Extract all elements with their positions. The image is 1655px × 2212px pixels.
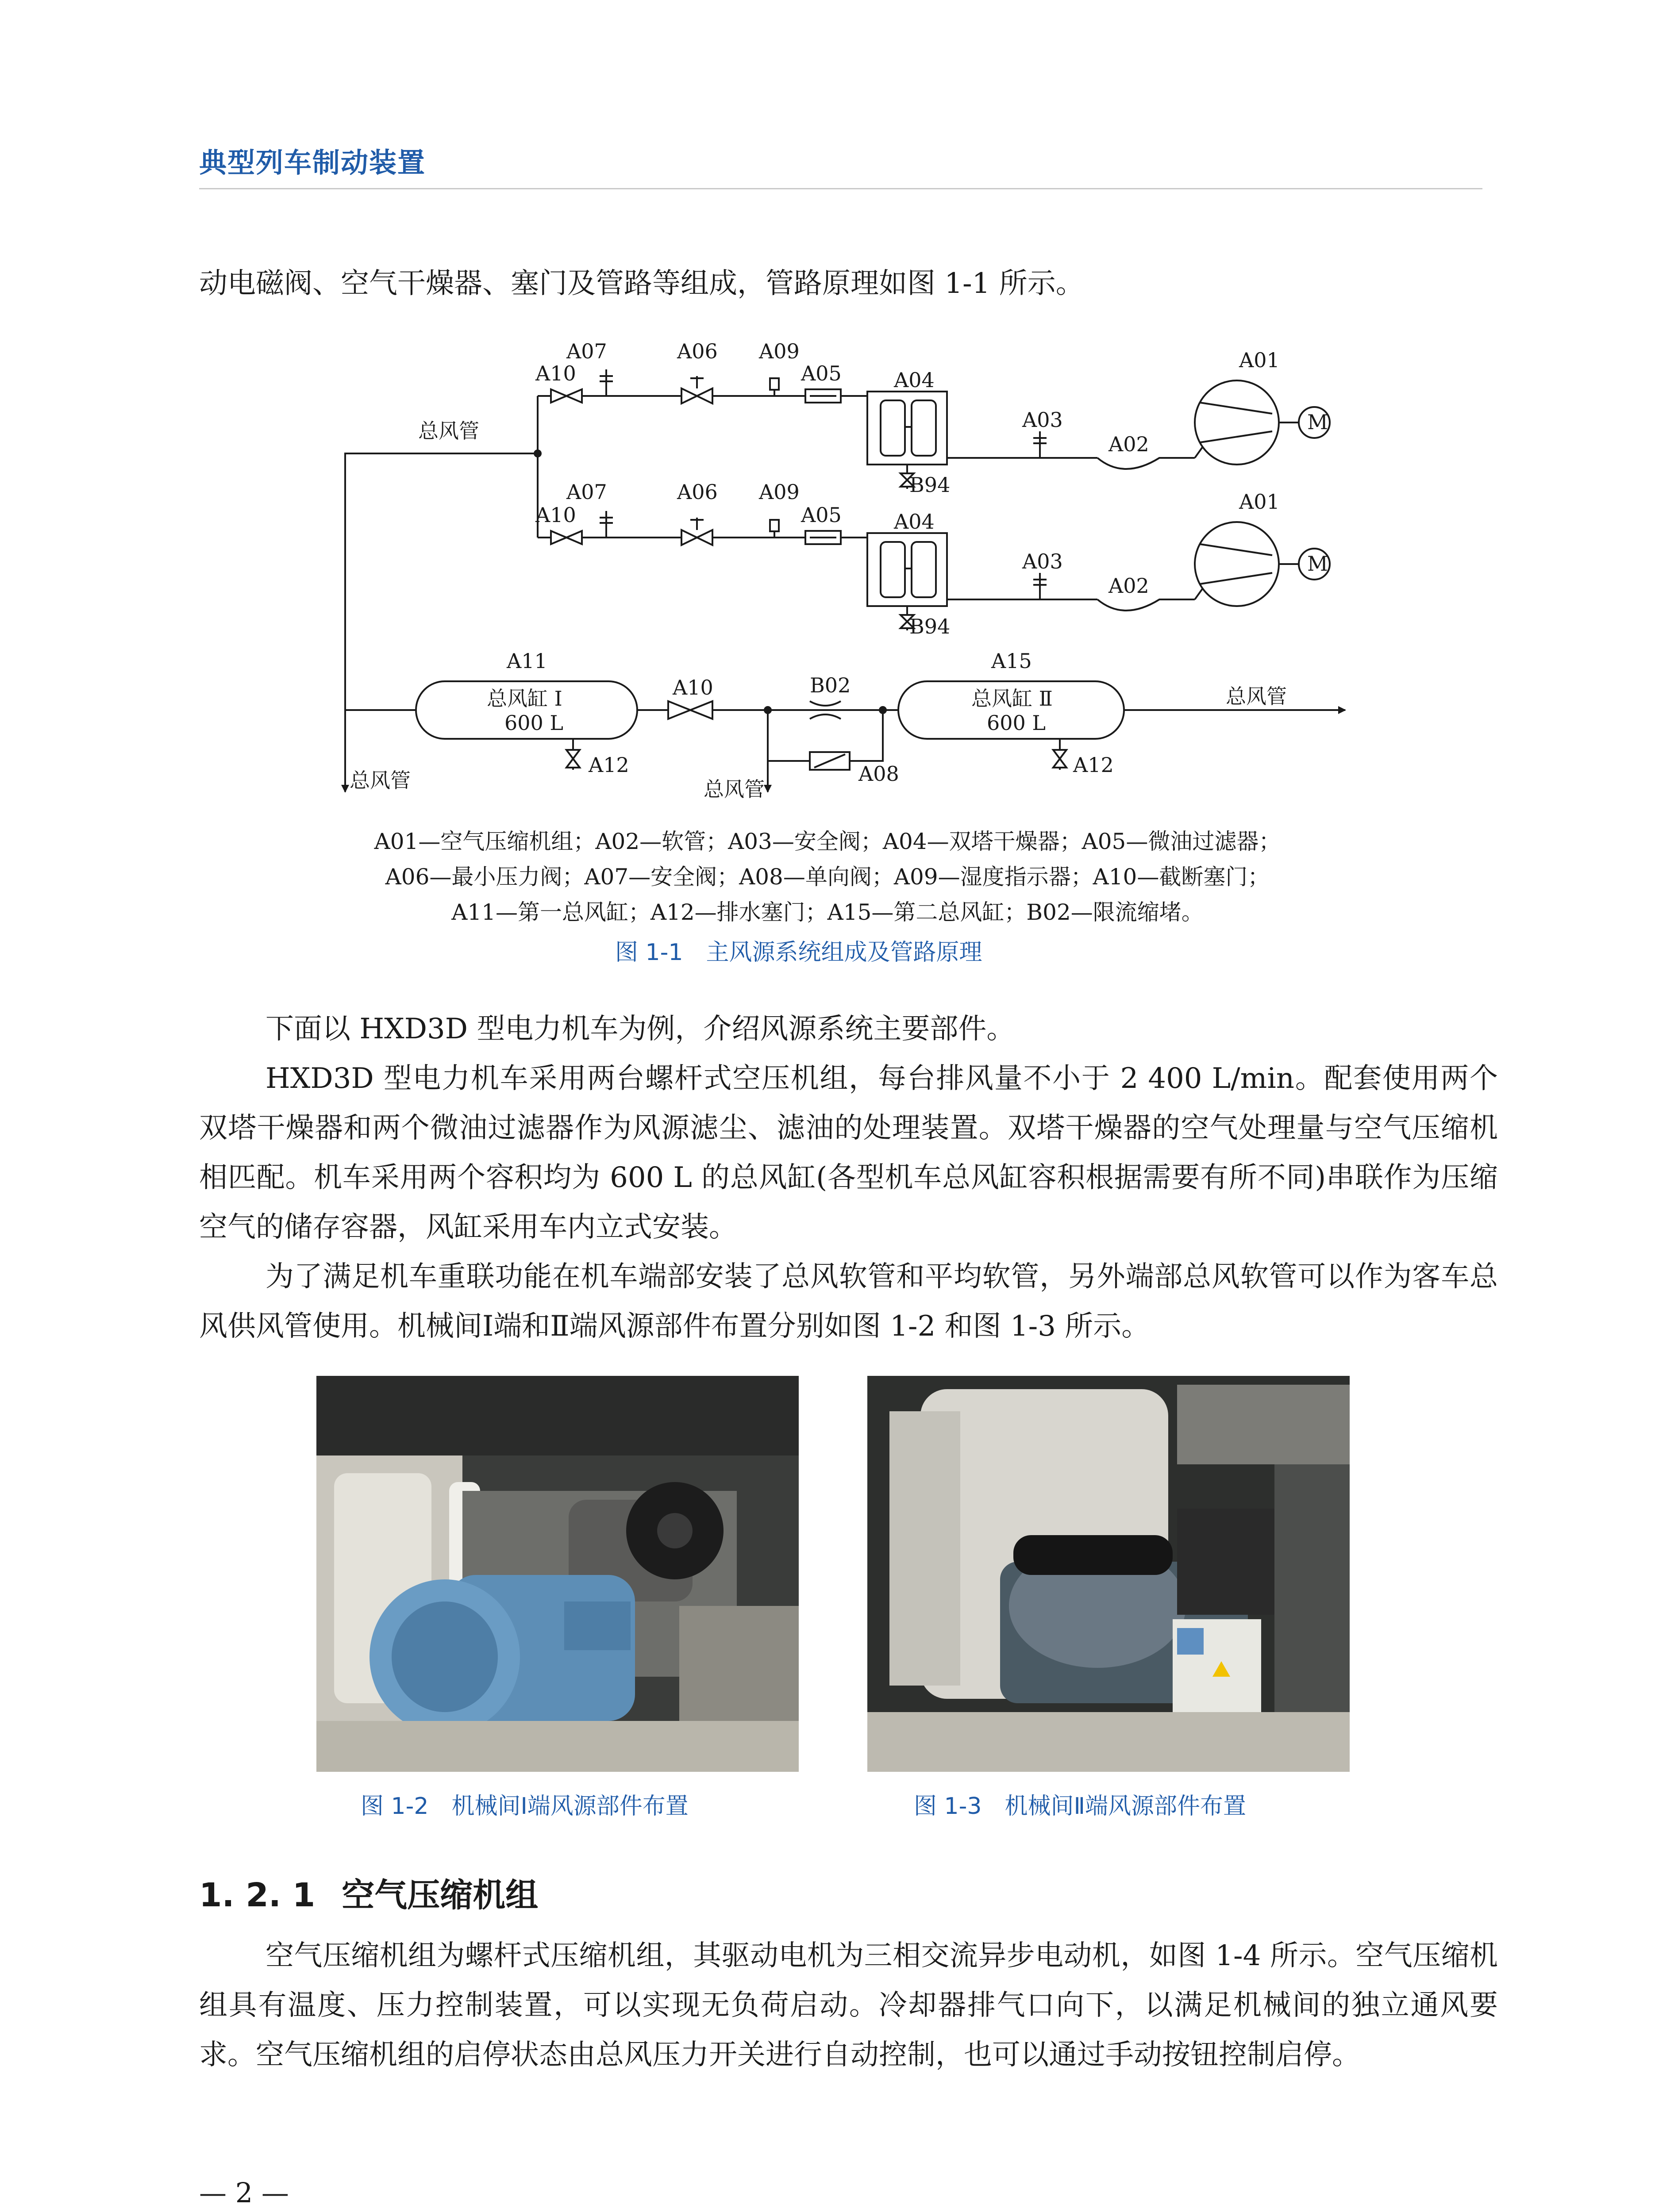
diagram-legend-line-1: A01—空气压缩机组；A02—软管；A03—安全阀；A04—双塔干燥器；A05—微油过滤器； [374,829,1281,854]
label-a10-lower: A10 [535,503,576,527]
label-a11: A11 [507,649,547,673]
a05-lower-filter [805,531,841,544]
label-a07-upper: A07 [566,339,607,363]
label-a09-lower: A09 [759,480,800,504]
a07-upper-valve [600,369,613,396]
page-number: — 2 — [199,2177,289,2209]
a10-bottom-valve [668,701,712,719]
label-a01-lower: A01 [1239,490,1280,514]
label-reservoir1-volume: 600 L [504,711,563,735]
label-a03-upper: A03 [1022,408,1063,432]
label-a01-upper: A01 [1239,348,1280,372]
paragraph-3: 为了满足机车重联功能在机车端部安装了总风软管和平均软管，另外端部总风软管可以作为客车总风供风管使用。机械间Ⅰ端和Ⅱ端风源部件布置分别如图 1-2 和图 1-3 所示。 [199,1260,1498,1343]
diagram-legend-line-2: A06—最小压力阀；A07—安全阀；A08—单向阀；A09—湿度指示器；A10—截断塞门； [385,864,1270,890]
label-a02-upper: A02 [1108,432,1149,456]
a12-right-valve [1053,750,1066,768]
label-a04-upper: A04 [894,368,935,392]
label-a05-upper: A05 [801,361,842,385]
figure-1-2-photo [316,1376,799,1772]
a07-lower-valve [600,511,613,538]
label-b94-lower: B94 [909,614,951,638]
label-a15: A15 [991,649,1032,673]
a09-upper-indicator [770,378,779,396]
label-main-pipe-right: 总风管 [1226,684,1287,708]
figure-1-2-caption: 图 1-2 机械间Ⅰ端风源部件布置 [361,1793,689,1820]
paragraph-1: 下面以 HXD3D 型电力机车为例，介绍风源系统主要部件。 [266,1013,1015,1045]
label-a09-upper: A09 [759,339,800,363]
label-main-pipe-left: 总风管 [350,768,411,792]
label-a08: A08 [858,762,899,786]
intro-line: 动电磁阀、空气干燥器、塞门及管路等组成，管路原理如图 1-1 所示。 [199,267,1084,300]
pipeline-diagram [0,0,1655,818]
figure-1-1-caption: 图 1-1 主风源系统组成及管路原理 [615,939,982,966]
a12-left-valve [566,750,580,768]
section-paragraph: 空气压缩机组为螺杆式压缩机组，其驱动电机为三相交流异步电动机，如图 1-4 所示。空气压缩机组具有温度、压力控制装置，可以实现无负荷启动。冷却器排气口向下，以满足机械间的独立通风要求。空气压缩机组的启停状态由总风压力开关进行自动控制，也可以通过手动按钮控制启停。 [199,1939,1498,2071]
label-main-pipe-top: 总风管 [418,419,479,443]
label-a03-lower: A03 [1022,549,1063,573]
label-a06-upper: A06 [677,339,718,363]
a09-lower-indicator [770,520,779,538]
section-title: 空气压缩机组 [342,1876,539,1914]
label-a04-lower: A04 [894,510,935,534]
main-pipe-left [345,453,538,792]
label-reservoir1-name: 总风缸 Ⅰ [487,687,562,710]
label-a02-lower: A02 [1108,574,1149,598]
label-a05-lower: A05 [801,503,842,527]
diagram-legend-line-3: A11—第一总风缸；A12—排水塞门；A15—第二总风缸；B02—限流缩堵。 [451,899,1204,925]
label-a12-right: A12 [1073,753,1114,777]
a10-lower-valve [551,531,582,544]
figure-1-3-photo [867,1376,1350,1772]
label-motor-upper: M [1307,410,1328,434]
label-b02: B02 [810,673,851,697]
label-main-pipe-bottom: 总风管 [704,777,765,801]
section-heading [199,1869,538,1916]
paragraph-2: HXD3D 型电力机车采用两台螺杆式空压机组，每台排风量不小于 2 400 L/min。配套使用两个双塔干燥器和两个微油过滤器作为风源滤尘、滤油的处理装置。双塔干燥器的空气处理量与空气压缩机相匹配。机车采用两个容积均为 600 L 的总风缸(各型机车总风缸容积根据需要有所不同)串联作为压缩空气的储存容器，风缸采用车内立式安装。 [199,1062,1498,1244]
a06-lower-valve [681,518,712,545]
a05-upper-filter [805,389,841,403]
a10-upper-valve [551,389,582,403]
label-a06-lower: A06 [677,480,718,504]
label-b94-upper: B94 [909,473,951,497]
label-a12-left: A12 [589,753,629,777]
a06-upper-valve [681,376,712,403]
label-a07-lower: A07 [566,480,607,504]
running-header: 典型列车制动装置 [199,146,426,179]
label-a10-upper: A10 [535,361,576,385]
label-reservoir2-name: 总风缸 Ⅱ [971,687,1053,710]
label-motor-lower: M [1307,552,1328,576]
label-reservoir2-volume: 600 L [987,711,1046,735]
figure-1-3-caption: 图 1-3 机械间Ⅱ端风源部件布置 [914,1793,1247,1820]
section-number: 1. 2. 1 [199,1876,316,1914]
a08-check-valve [810,752,850,770]
label-a10-bottom: A10 [673,676,713,699]
